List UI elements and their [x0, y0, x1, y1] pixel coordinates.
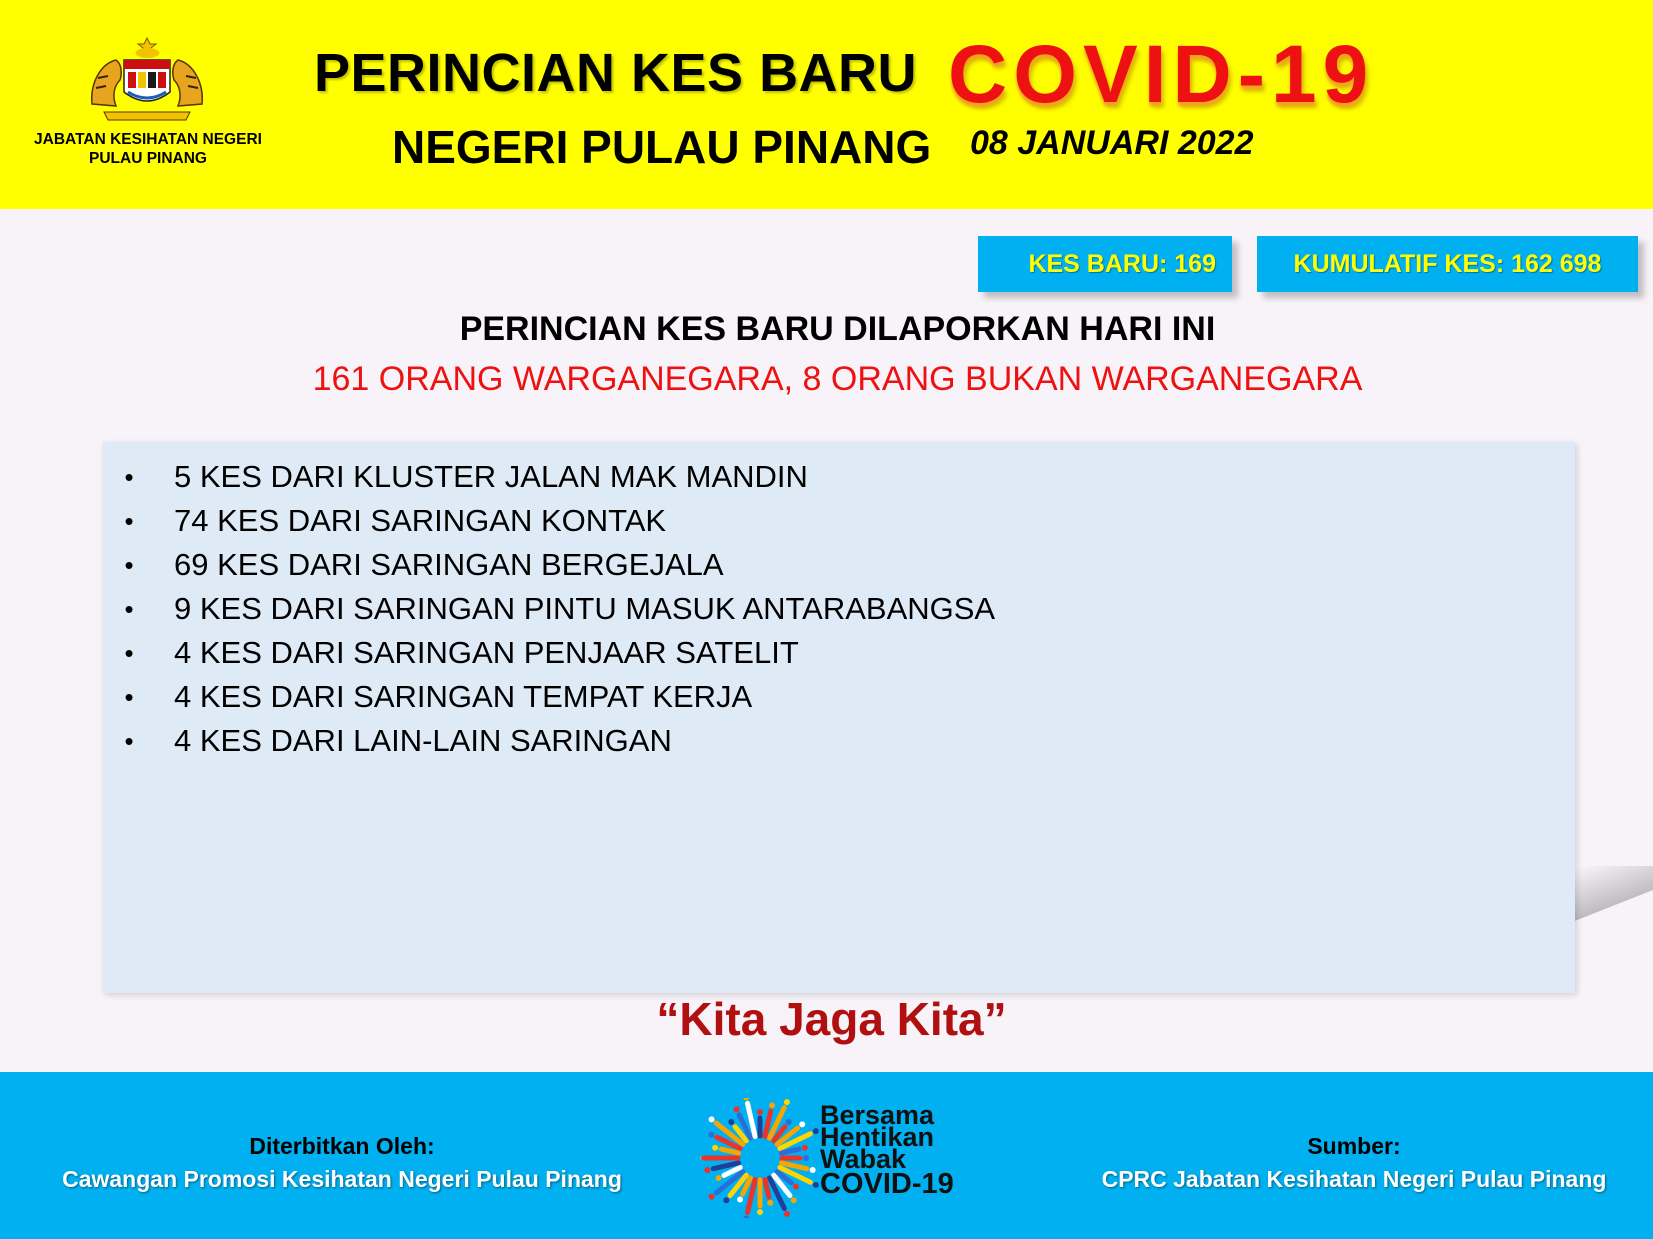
list-item-text: 4 KES DARI LAIN-LAIN SARINGAN	[174, 723, 672, 758]
details-heading: PERINCIAN KES BARU DILAPORKAN HARI INI	[459, 310, 1216, 348]
header-banner	[0, 0, 1653, 209]
new-cases-text: KES BARU: 169	[1028, 250, 1216, 278]
list-item-text: 4 KES DARI SARINGAN TEMPAT KERJA	[174, 679, 753, 714]
list-item	[119, 631, 799, 675]
campaign-line-3: Wabak	[820, 1144, 907, 1174]
bullet-icon: •	[124, 726, 134, 756]
campaign-slogan	[820, 1100, 954, 1200]
bullet-icon: •	[124, 550, 134, 580]
source-name: CPRC Jabatan Kesihatan Negeri Pulau Pinang	[1101, 1166, 1607, 1192]
report-date: 08 JANUARI 2022	[970, 124, 1254, 162]
covid-title: COVID-19	[948, 29, 1375, 120]
sunburst-logo-icon	[700, 1098, 820, 1218]
state-title: NEGERI PULAU PINANG	[392, 121, 932, 173]
new-cases-badge	[978, 236, 1232, 292]
coat-of-arms-icon	[86, 34, 208, 122]
bullet-icon: •	[124, 594, 134, 624]
list-item	[119, 455, 808, 499]
bullet-icon: •	[124, 506, 134, 536]
citizenship-breakdown: 161 ORANG WARGANEGARA, 8 ORANG BUKAN WARGANEGARA	[312, 360, 1363, 398]
list-item	[119, 675, 753, 719]
case-breakdown-list	[119, 455, 996, 763]
bullet-icon: •	[124, 462, 134, 492]
campaign-line-4: COVID-19	[820, 1168, 954, 1200]
case-breakdown-panel	[103, 442, 1575, 993]
list-item	[119, 499, 667, 543]
department-line-1: JABATAN KESIHATAN NEGERI	[34, 131, 262, 148]
publisher-name: Cawangan Promosi Kesihatan Negeri Pulau Pinang	[62, 1166, 622, 1192]
campaign-line-1: Bersama	[820, 1100, 935, 1130]
list-item-text: 74 KES DARI SARINGAN KONTAK	[174, 503, 667, 538]
slogan: “Kita Jaga Kita”	[656, 993, 1007, 1045]
bullet-icon: •	[124, 682, 134, 712]
list-item-text: 4 KES DARI SARINGAN PENJAAR SATELIT	[174, 635, 799, 670]
list-item-text: 5 KES DARI KLUSTER JALAN MAK MANDIN	[174, 459, 808, 494]
department-line-2: PULAU PINANG	[89, 150, 207, 167]
list-item-text: 69 KES DARI SARINGAN BERGEJALA	[174, 547, 724, 582]
bullet-icon: •	[124, 638, 134, 668]
list-item-text: 9 KES DARI SARINGAN PINTU MASUK ANTARABANGSA	[174, 591, 996, 626]
list-item	[119, 719, 672, 763]
list-item	[119, 543, 724, 587]
department-name	[20, 130, 276, 168]
list-item	[119, 587, 996, 631]
campaign-line-2: Hentikan	[820, 1122, 935, 1152]
source-label: Sumber:	[1307, 1133, 1401, 1159]
cumulative-cases-badge: KUMULATIF KES: 162 698	[1257, 236, 1638, 292]
publisher-label: Diterbitkan Oleh:	[249, 1133, 435, 1159]
page-title: PERINCIAN KES BARU	[314, 43, 918, 103]
